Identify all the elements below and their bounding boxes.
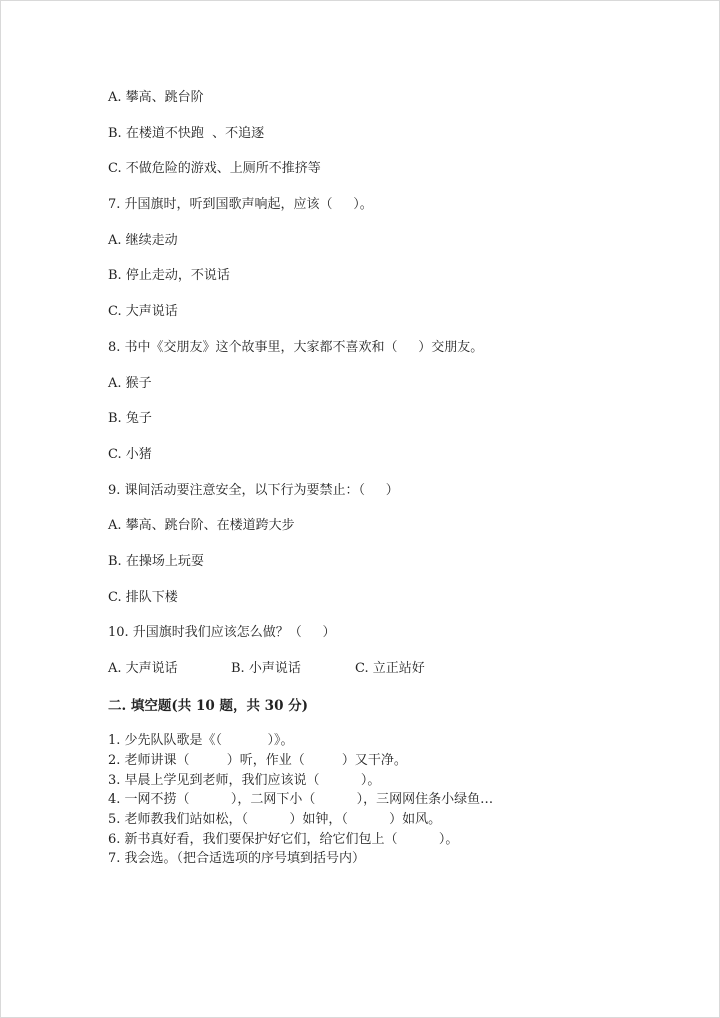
- q7-option-a: A. 继续走动: [108, 233, 178, 248]
- fill-blank-3: 3. 早晨上学见到老师，我们应该说（ ）。: [108, 773, 381, 788]
- q8-question: 8. 书中《交朋友》这个故事里，大家都不喜欢和（ ）交朋友。: [108, 340, 484, 355]
- q8-option-a: A. 猴子: [108, 376, 152, 391]
- fill-blank-4: 4. 一网不捞（ ），二网下小（ ），三网网住条小绿鱼…: [108, 792, 494, 807]
- fill-blank-2: 2. 老师讲课（ ）听，作业（ ）又干净。: [108, 753, 407, 768]
- q10-option-b: B. 小声说话: [231, 661, 301, 676]
- q9-question: 9. 课间活动要注意安全，以下行为要禁止：（ ）: [108, 483, 399, 498]
- q9-option-c: C. 排队下楼: [108, 590, 178, 605]
- q9-option-b: B. 在操场上玩耍: [108, 554, 204, 569]
- fill-blank-7: 7. 我会选。（把合适选项的序号填到括号内）: [108, 851, 366, 866]
- fill-blank-5: 5. 老师教我们站如松，（ ）如钟，（ ）如风。: [108, 812, 442, 827]
- fill-blank-6: 6. 新书真好看，我们要保护好它们，给它们包上（ ）。: [108, 832, 459, 847]
- q8-option-b: B. 兔子: [108, 411, 152, 426]
- q7-option-c: C. 大声说话: [108, 304, 178, 319]
- q6-option-a: A. 攀高、跳台阶: [108, 90, 204, 105]
- q8-option-c: C. 小猪: [108, 447, 152, 462]
- fill-blank-1: 1. 少先队队歌是《（ ）》。: [108, 733, 294, 748]
- q6-option-c: C. 不做危险的游戏、上厕所不推挤等: [108, 161, 321, 176]
- q6-option-b: B. 在楼道不快跑 、不追逐: [108, 126, 265, 141]
- q10-option-a: A. 大声说话: [108, 661, 178, 676]
- q10-question: 10. 升国旗时我们应该怎么做？（ ）: [108, 625, 336, 640]
- q9-option-a: A. 攀高、跳台阶、在楼道跨大步: [108, 518, 295, 533]
- section-heading: 二. 填空题(共 10 题，共 30 分): [108, 698, 309, 714]
- q10-option-c: C. 立正站好: [355, 661, 425, 676]
- q7-option-b: B. 停止走动，不说话: [108, 268, 230, 283]
- q7-question: 7. 升国旗时，听到国歌声响起，应该（ ）。: [108, 197, 373, 212]
